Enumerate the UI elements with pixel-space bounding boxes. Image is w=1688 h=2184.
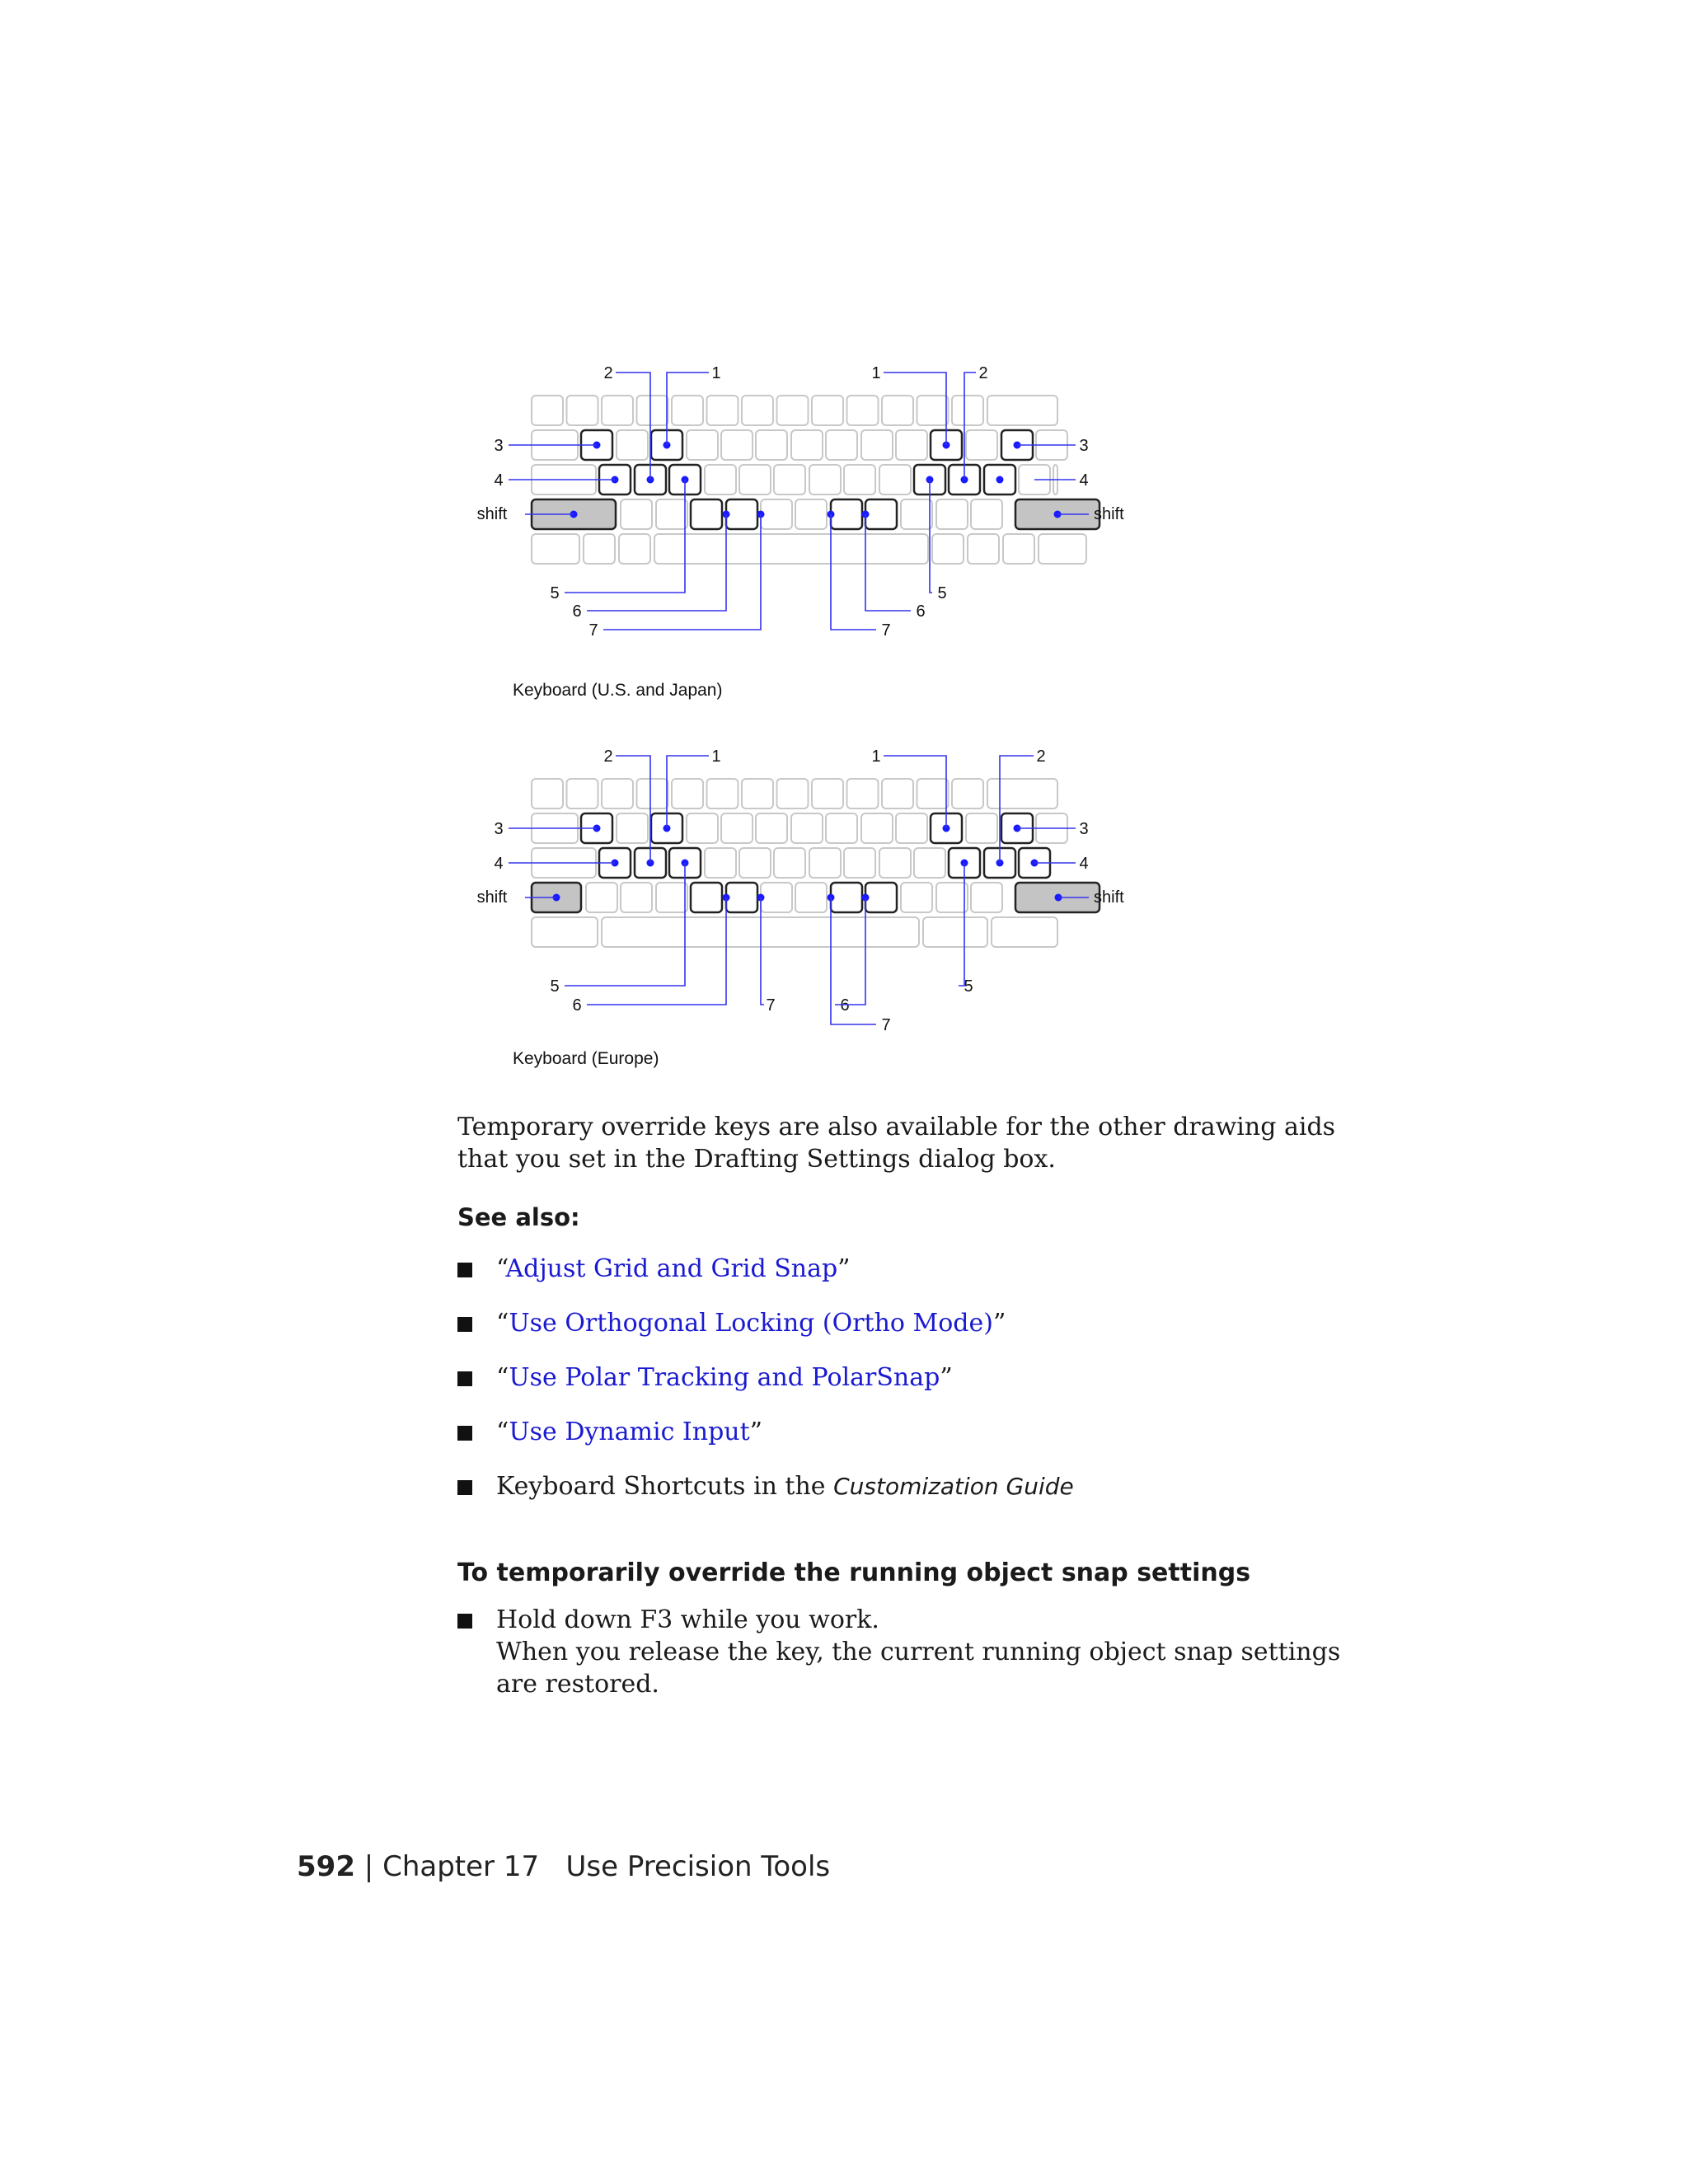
key	[917, 396, 949, 425]
key	[932, 534, 964, 564]
highlighted-key	[691, 883, 722, 912]
key	[774, 465, 805, 494]
callout-label: 3	[494, 437, 504, 455]
key	[992, 917, 1057, 947]
callout-label: 5	[964, 977, 973, 996]
key	[812, 396, 843, 425]
caption-europe: Keyboard (Europe)	[513, 1049, 659, 1068]
key	[774, 848, 805, 878]
list-item: “Use Dynamic Input”	[457, 1416, 1405, 1470]
key	[901, 883, 932, 912]
key	[687, 430, 718, 460]
highlighted-key	[726, 499, 757, 529]
callout-label: 5	[550, 977, 560, 996]
key	[844, 848, 875, 878]
key	[602, 779, 633, 808]
callout-label: 3	[494, 820, 504, 838]
callout-line	[831, 514, 876, 630]
key	[707, 779, 738, 808]
chapter-label: Chapter 17	[382, 1850, 540, 1883]
chapter-title: Use Precision Tools	[565, 1850, 831, 1883]
key	[861, 430, 893, 460]
key	[532, 917, 598, 947]
key	[791, 813, 823, 843]
procedure-title: To temporarily override the running object snap settings	[457, 1558, 1251, 1587]
link-polar-tracking[interactable]: Use Polar Tracking and PolarSnap	[509, 1363, 940, 1392]
key	[761, 499, 792, 529]
link-dynamic-input[interactable]: Use Dynamic Input	[509, 1418, 750, 1446]
key	[602, 396, 633, 425]
key	[812, 779, 843, 808]
bullet-icon	[457, 1480, 472, 1495]
key	[952, 779, 983, 808]
list-item	[457, 1470, 1405, 1525]
key	[721, 813, 753, 843]
key	[914, 848, 945, 878]
callout-label: 6	[916, 602, 926, 621]
bullet-icon	[457, 1317, 472, 1332]
customization-guide-ref: Customization Guide	[833, 1473, 1074, 1500]
keyboard-europe	[477, 748, 1124, 1034]
key	[882, 396, 913, 425]
callout-label: 2	[978, 364, 988, 382]
highlighted-key	[865, 883, 897, 912]
key	[968, 534, 999, 564]
callout-label: 1	[871, 364, 881, 382]
key	[637, 779, 668, 808]
callout-label: 7	[881, 1016, 891, 1034]
key	[971, 499, 1002, 529]
step-action: Hold down F3 while you work.	[496, 1605, 879, 1634]
callout-label: 7	[766, 996, 776, 1015]
callout-line	[587, 898, 726, 1005]
callout-label: shift	[1094, 888, 1124, 907]
keyboard-us-japan	[477, 364, 1124, 640]
callout-label: 2	[603, 364, 613, 382]
link-adjust-grid[interactable]: Adjust Grid and Grid Snap	[505, 1254, 838, 1283]
highlighted-key	[865, 499, 897, 529]
bullet-icon	[457, 1371, 472, 1386]
key	[742, 396, 773, 425]
key	[1039, 534, 1086, 564]
key	[532, 534, 579, 564]
key	[936, 883, 968, 912]
key	[987, 396, 1057, 425]
key	[952, 396, 983, 425]
key	[777, 779, 809, 808]
bullet-icon	[457, 1426, 472, 1441]
callout-label: 5	[937, 584, 947, 602]
key	[844, 465, 875, 494]
key	[861, 813, 893, 843]
key	[687, 813, 718, 843]
key	[567, 779, 598, 808]
key	[705, 848, 736, 878]
key	[847, 396, 879, 425]
key	[617, 430, 648, 460]
key	[761, 883, 792, 912]
callout-label: 4	[1079, 471, 1089, 490]
callout-label: 7	[588, 621, 598, 640]
bullet-icon	[457, 1263, 472, 1277]
key	[656, 499, 687, 529]
list-item: “Use Polar Tracking and PolarSnap”	[457, 1361, 1405, 1416]
key	[882, 779, 913, 808]
key	[656, 883, 687, 912]
key	[654, 534, 928, 564]
highlighted-key	[726, 883, 757, 912]
callout-label: 3	[1079, 820, 1089, 838]
footer-separator: |	[363, 1850, 374, 1883]
key	[567, 396, 598, 425]
callout-label: shift	[476, 505, 508, 523]
key	[826, 430, 857, 460]
callout-line	[835, 898, 865, 1005]
key	[1003, 534, 1034, 564]
list-item: “Adjust Grid and Grid Snap”	[457, 1253, 1405, 1307]
callout-label: 7	[881, 621, 891, 640]
callout-label: 6	[572, 602, 582, 621]
body-paragraph: Temporary override keys are also available for the other drawing aids that you set in the Drafting Settings dialog box.	[457, 1113, 1336, 1174]
keyboard-diagram	[457, 350, 1142, 1084]
callout-label: 5	[550, 584, 560, 602]
key	[637, 396, 668, 425]
highlighted-key	[831, 883, 862, 912]
callout-label: 2	[603, 748, 613, 766]
key	[617, 813, 648, 843]
callout-label: 1	[711, 748, 721, 766]
callout-label: shift	[476, 888, 508, 907]
key	[721, 430, 753, 460]
key	[923, 917, 987, 947]
key	[619, 534, 650, 564]
callout-label: 2	[1036, 748, 1046, 766]
step-result: When you release the key, the current running object snap settings are restored.	[496, 1638, 1341, 1699]
key	[791, 430, 823, 460]
key	[896, 430, 927, 460]
page-footer	[297, 1850, 830, 1883]
callout-label: 1	[711, 364, 721, 382]
key	[971, 883, 1002, 912]
see-also-heading: See also:	[457, 1203, 580, 1231]
key	[532, 779, 563, 808]
page-number: 592	[297, 1850, 355, 1883]
key	[739, 465, 771, 494]
key	[917, 779, 949, 808]
see-also-list	[457, 1253, 1405, 1525]
key	[532, 396, 563, 425]
key	[879, 465, 911, 494]
callout-line	[603, 514, 761, 630]
callout-label: 1	[871, 748, 881, 766]
key	[809, 848, 841, 878]
highlighted-key	[691, 499, 722, 529]
key	[672, 396, 703, 425]
callout-label: 4	[494, 855, 504, 873]
shortcut-text: Keyboard Shortcuts in the	[496, 1472, 834, 1501]
key	[756, 430, 787, 460]
key	[756, 813, 787, 843]
key	[901, 499, 932, 529]
key-marker	[996, 476, 1004, 484]
key	[777, 396, 809, 425]
key	[705, 465, 736, 494]
link-ortho-mode[interactable]: Use Orthogonal Locking (Ortho Mode)	[509, 1309, 993, 1338]
key	[584, 534, 615, 564]
bullet-icon	[457, 1614, 472, 1629]
callout-label: shift	[1094, 505, 1124, 523]
key	[987, 779, 1057, 808]
key	[879, 848, 911, 878]
highlighted-key	[831, 499, 862, 529]
caption-us-japan: Keyboard (U.S. and Japan)	[513, 681, 723, 700]
key	[966, 430, 997, 460]
key	[621, 883, 652, 912]
key	[809, 465, 841, 494]
key	[707, 396, 738, 425]
key	[739, 848, 771, 878]
key	[966, 813, 997, 843]
callout-line	[761, 898, 764, 1005]
key	[936, 499, 968, 529]
key	[586, 883, 617, 912]
key	[621, 499, 652, 529]
key	[742, 779, 773, 808]
list-item: “Use Orthogonal Locking (Ortho Mode)”	[457, 1307, 1405, 1361]
callout-label: 4	[1079, 855, 1089, 873]
callout-label: 6	[572, 996, 582, 1015]
key	[795, 883, 827, 912]
key	[826, 813, 857, 843]
callout-label: 3	[1079, 437, 1089, 455]
key	[795, 499, 827, 529]
key	[847, 779, 879, 808]
key	[896, 813, 927, 843]
keyboard-figure	[457, 350, 1142, 1084]
key	[672, 779, 703, 808]
callout-label: 4	[494, 471, 504, 490]
callout-label: 6	[840, 996, 850, 1015]
